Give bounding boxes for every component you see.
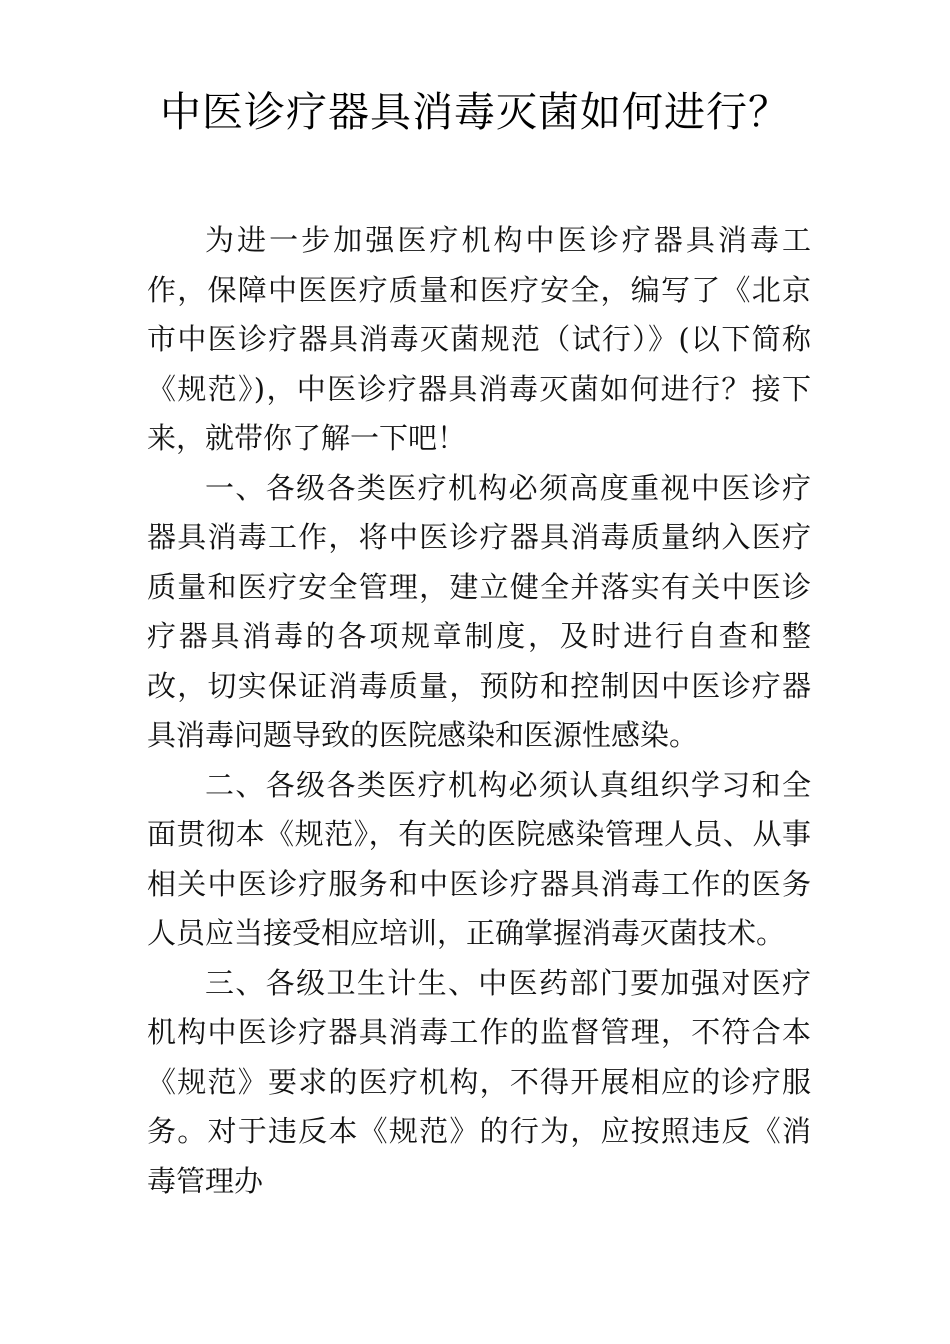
paragraph-section-3: 三、各级卫生计生、中医药部门要加强对医疗机构中医诊疗器具消毒工作的监督管理，不符合本《规范》要求的医疗机构，不得开展相应的诊疗服务。对于违反本《规范》的行为，应按照违反《消毒管理办 xyxy=(147,965,811,1198)
paragraph-intro: 为进一步加强医疗机构中医诊疗器具消毒工作，保障中医医疗质量和医疗安全，编写了《北京市中医诊疗器具消毒灭菌规范（试行）》(以下简称《规范》)，中医诊疗器具消毒灭菌如何进行？接下来，就带你了解一下吧！ xyxy=(147,223,811,455)
paragraph-section-1: 一、各级各类医疗机构必须高度重视中医诊疗器具消毒工作，将中医诊疗器具消毒质量纳入医疗质量和医疗安全管理，建立健全并落实有关中医诊疗器具消毒的各项规章制度，及时进行自查和整改，切实保证消毒质量，预防和控制因中医诊疗器具消毒问题导致的医院感染和医源性感染。 xyxy=(147,470,811,752)
document-title: 中医诊疗器具消毒灭菌如何进行？ xyxy=(160,88,790,136)
paragraph-section-2: 二、各级各类医疗机构必须认真组织学习和全面贯彻本《规范》，有关的医院感染管理人员、从事相关中医诊疗服务和中医诊疗器具消毒工作的医务人员应当接受相应培训，正确掌握消毒灭菌技术。 xyxy=(147,767,811,950)
document-body xyxy=(147,216,811,1206)
